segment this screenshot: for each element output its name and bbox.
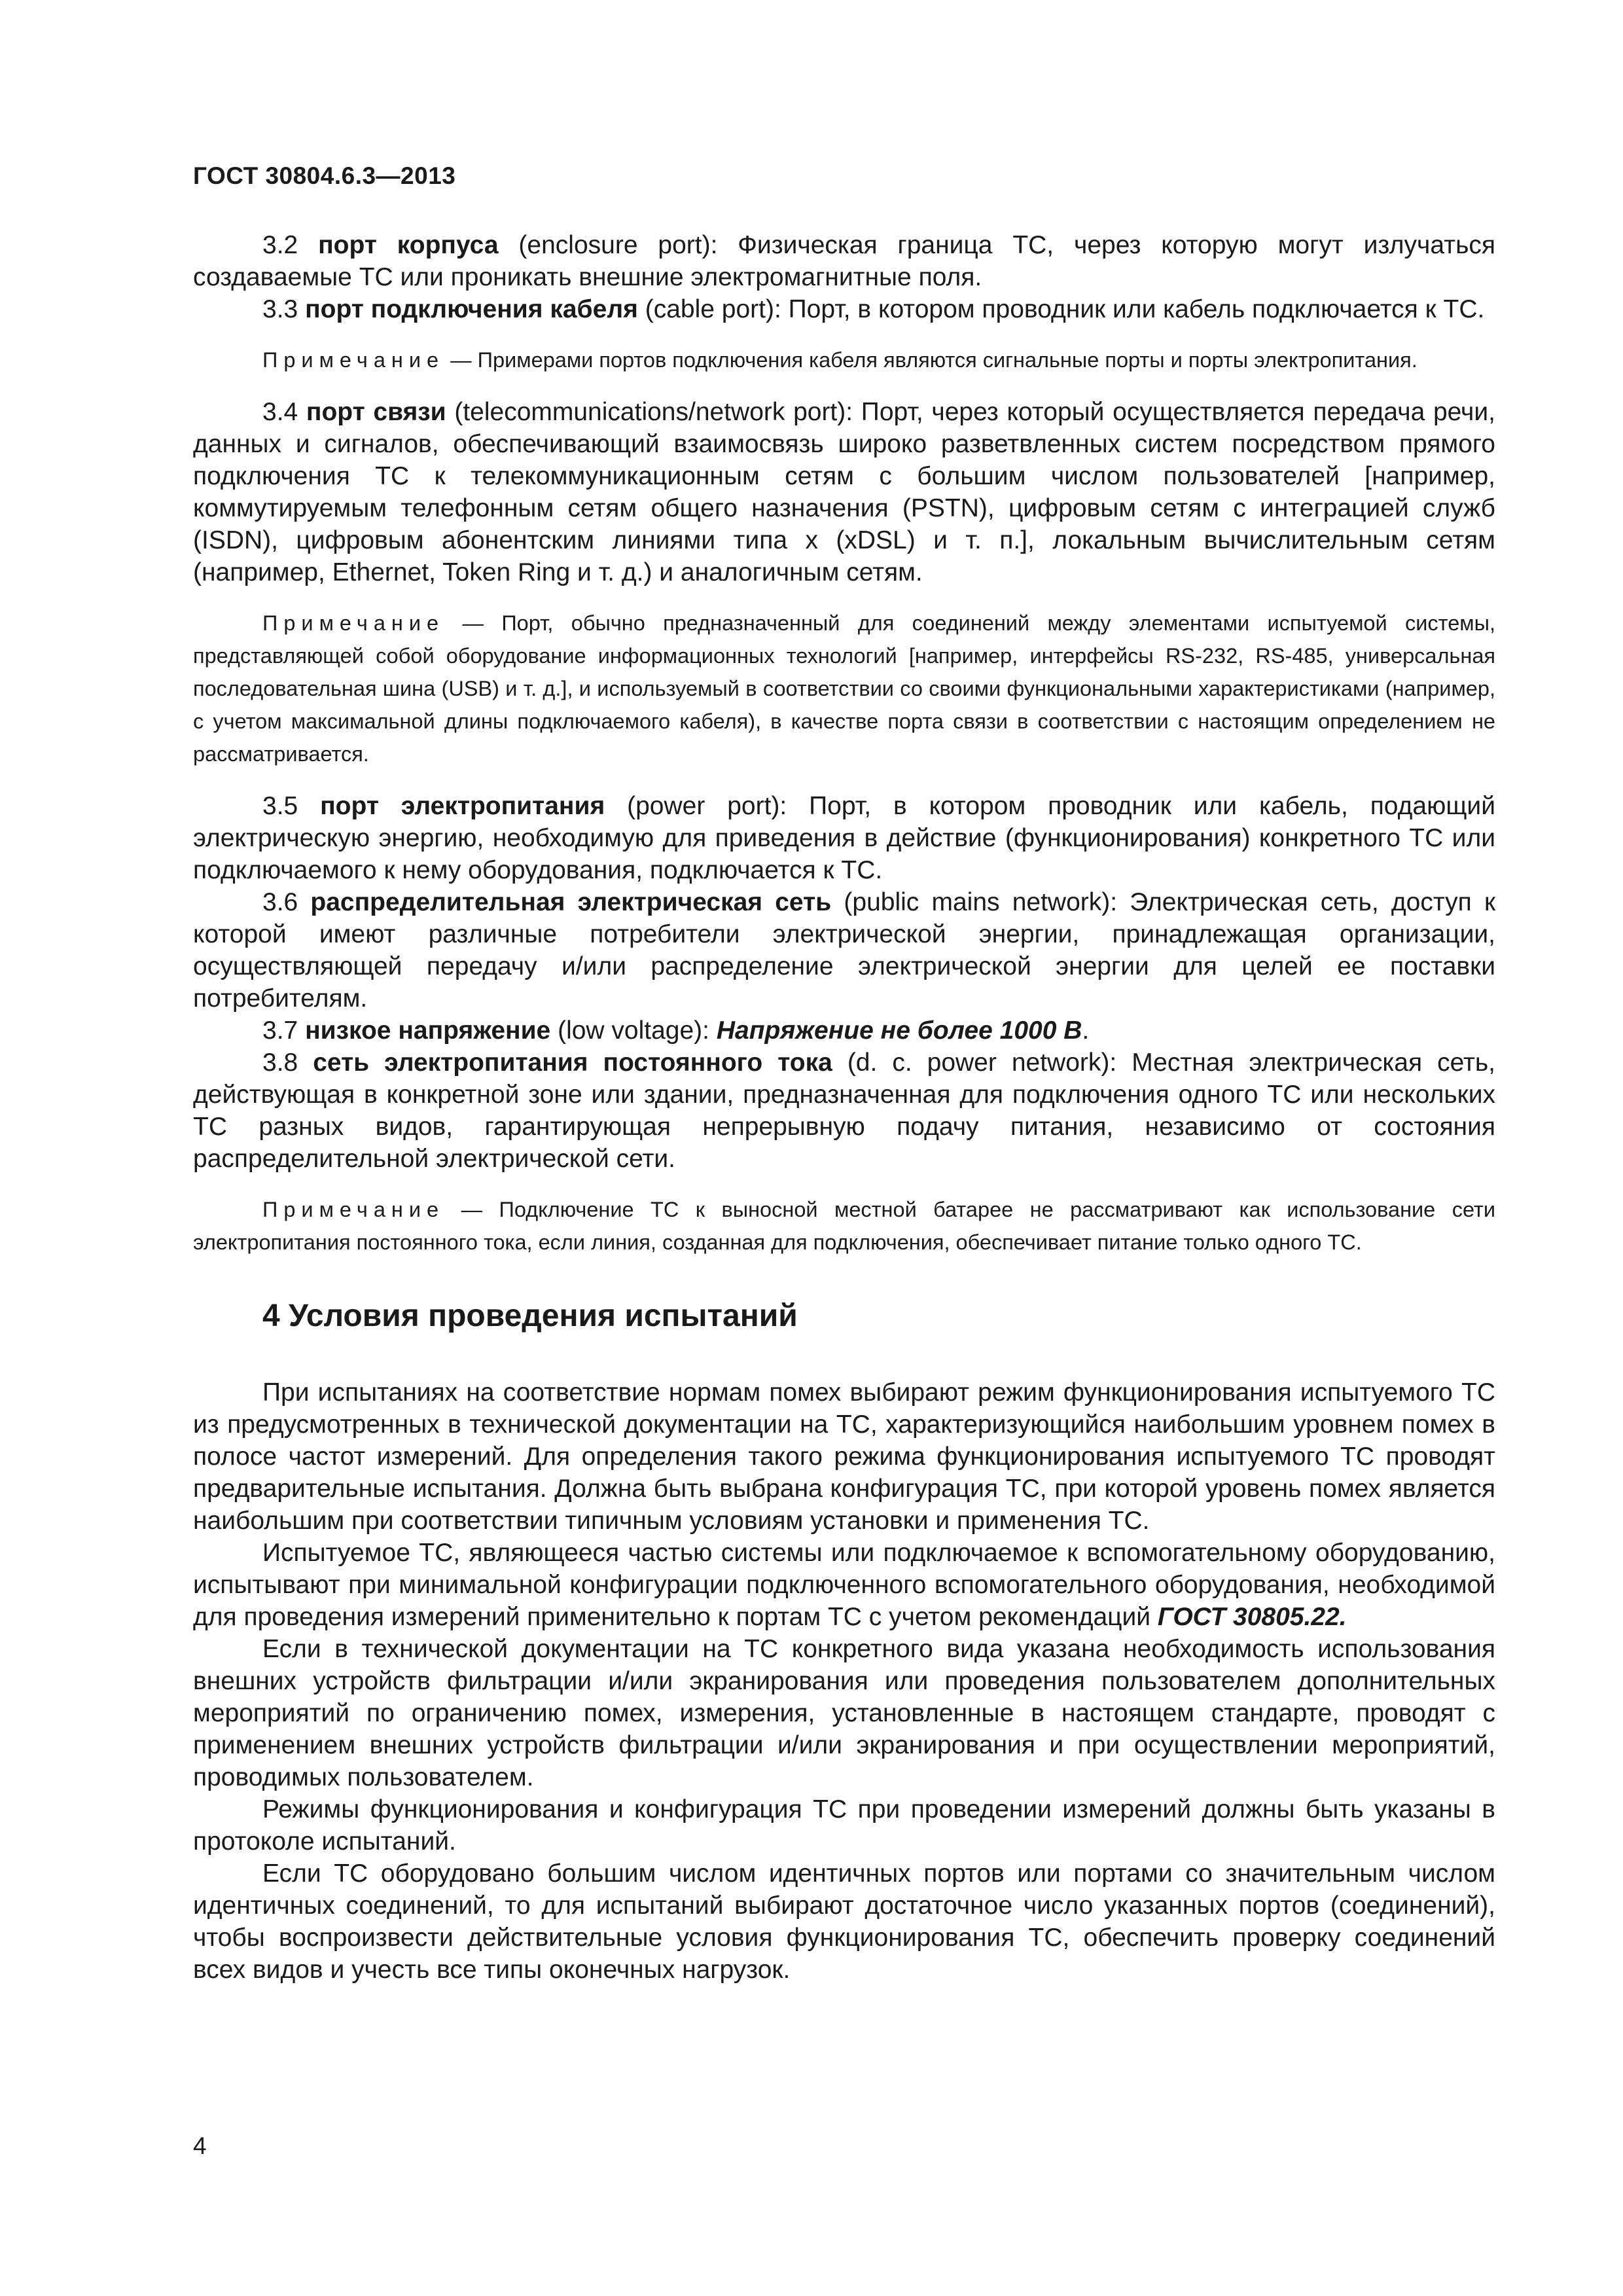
section-4-paragraph-3: Если в технической документации на ТС конкретного вида указана необходимость использования внешних устройств фильтрации и/или экранирования или проведения пользователем дополнительных мероприятий по ограничению помех, измерения, установленные в настоящем стандарте, проводят с применением внешних устройств фильтрации и/или экранирования и при осуществлении мероприятий, проводимых пользователем. — [193, 1635, 1495, 1791]
definition-term: низкое напряжение — [305, 1016, 551, 1045]
definition-text: : Порт, в котором проводник или кабель, подающий электрическую энергию, необходимую для приведения в действие (функционирования) конкретного ТС или подключаемого к нему оборудования, подключается к ТС. — [193, 792, 1495, 884]
definition-text: : Порт, через который осуществляется передача речи, данных и сигналов, обеспечивающий взаимосвязь широко разветвленных систем посредством прямого подключения ТС к телекоммуникационным сетям с большим числом пользователей [например, коммутируемым телефонным сетям общего назначения (PSTN), цифровым сетям с интеграцией служб (ISDN), цифровым абонентским линиями типа x (xDSL) и т. п.], локальным вычислительным сетям (например, Ethernet, Token Ring и т. д.) и аналогичным сетям. — [193, 398, 1495, 586]
section-4-paragraph-2 — [193, 1537, 1495, 1633]
section-4-paragraph-1: При испытаниях на соответствие нормам помех выбирают режим функционирования испытуемого ТС из предусмотренных в технической документации на ТС, характеризующийся наибольшим уровнем помех в полосе частот измерений. Для определения такого режима функционирования испытуемого ТС проводят предварительные испытания. Должна быть выбрана конфигурация ТС, при которой уровень помех является наибольшим при соответствии типичным условиям установки и применения ТС. — [193, 1378, 1495, 1535]
section-4-heading: 4 Условия проведения испытаний — [262, 1299, 798, 1333]
page-content — [193, 229, 1495, 1986]
definition-3-8 — [193, 1047, 1495, 1175]
page-number: 4 — [193, 2132, 207, 2159]
page-header: ГОСТ 30804.6.3—2013 — [193, 162, 456, 189]
note-text: — Подключение ТС к выносной местной батарее не рассматривают как использование сети электропитания постоянного тока, если линия, созданная для подключения, обеспечивает питание только одного ТС. — [193, 1198, 1495, 1254]
definition-3-2 — [193, 229, 1495, 293]
definition-english: (cable port) — [637, 295, 774, 323]
definition-english: (power port) — [605, 792, 780, 820]
note-3 — [193, 1193, 1495, 1259]
section-4-paragraph-4: Режимы функционирования и конфигурация ТС при проведении измерений должны быть указаны в протоколе испытаний. — [193, 1795, 1495, 1856]
definition-english: (telecommunications/network port) — [446, 398, 846, 426]
definition-term: сеть электропитания постоянного тока — [313, 1049, 832, 1077]
definition-english: (enclosure port) — [498, 231, 711, 259]
definition-term: порт подключения кабеля — [305, 295, 638, 323]
definition-text: : Физическая граница ТС, через которую могут излучаться создаваемые ТС или проникать внешние электромагнитные поля. — [193, 231, 1496, 291]
definition-3-7 — [193, 1014, 1495, 1047]
definition-number: 3.3 — [262, 295, 298, 323]
definition-term: порт связи — [306, 398, 446, 426]
definition-text: : Электрическая сеть, доступ к которой имеют различные потребители электрической энергии, принадлежащая организации, осуществляющей передачу и/или распределение электрической энергии для целей ее поставки потребителям. — [193, 888, 1496, 1013]
definition-number: 3.7 — [262, 1016, 298, 1045]
definition-english: (low voltage): — [550, 1016, 717, 1045]
definition-english: (public mains network) — [831, 888, 1111, 916]
standard-reference: ГОСТ 30805.22. — [1157, 1603, 1347, 1631]
note-label: Примечание — [262, 348, 445, 372]
note-1 — [193, 344, 1495, 376]
definition-3-4 — [193, 396, 1495, 588]
definition-text: : Местная электрическая сеть, действующая в конкретной зоне или здании, предназначенная для подключения одного ТС или нескольких ТС разных видов, гарантирующая непрерывную подачу питания, независимо от состояния распределительной электрической сети. — [193, 1049, 1495, 1173]
note-label: Примечание — [262, 1198, 445, 1221]
definition-english: (d. c. power network) — [832, 1049, 1110, 1077]
note-2 — [193, 607, 1495, 770]
definition-number: 3.5 — [262, 792, 298, 820]
definition-term: порт электропитания — [320, 792, 605, 820]
definition-3-5 — [193, 790, 1495, 886]
note-text: — Примерами портов подключения кабеля являются сигнальные порты и порты электропитания. — [444, 348, 1418, 372]
note-label: Примечание — [262, 611, 445, 635]
definition-number: 3.4 — [262, 398, 298, 426]
definition-number: 3.6 — [262, 888, 298, 916]
definition-number: 3.8 — [262, 1049, 298, 1077]
note-text: — Порт, обычно предназначенный для соединений между элементами испытуемой системы, представляющей собой оборудование информационных технологий [например, интерфейсы RS-232, RS-485, универсальная последовательная шина (USB) и т. д.], и используемый в соответствии со своими функциональными характеристиками (например, с учетом максимальной длины подключаемого кабеля), в качестве порта связи в соответствии с настоящим определением не рассматривается. — [193, 611, 1495, 766]
definition-term: порт корпуса — [318, 231, 499, 259]
definition-3-6 — [193, 886, 1495, 1014]
definition-term: распределительная электрическая сеть — [310, 888, 832, 916]
definition-number: 3.2 — [262, 231, 298, 259]
definition-text: : Порт, в котором проводник или кабель подключается к ТС. — [774, 295, 1485, 323]
section-4-paragraph-5: Если ТС оборудовано большим числом идентичных портов или портами со значительным числом идентичных соединений, то для испытаний выбирают достаточное число указанных портов (соединений), чтобы воспроизвести действительные условия функционирования ТС, обеспечить проверку соединений всех видов и учесть все типы оконечных нагрузок. — [193, 1859, 1495, 1984]
definition-3-3 — [193, 293, 1495, 325]
definition-emphasis: Напряжение не более 1000 В — [716, 1016, 1082, 1045]
definition-end: . — [1082, 1016, 1090, 1045]
paragraph-text: Испытуемое ТС, являющееся частью системы или подключаемое к вспомогательному оборудованию, испытывают при минимальной конфигурации подключенного вспомогательного оборудования, необходимой для проведения измерений применительно к портам ТС с учетом рекомендаций — [193, 1539, 1495, 1631]
